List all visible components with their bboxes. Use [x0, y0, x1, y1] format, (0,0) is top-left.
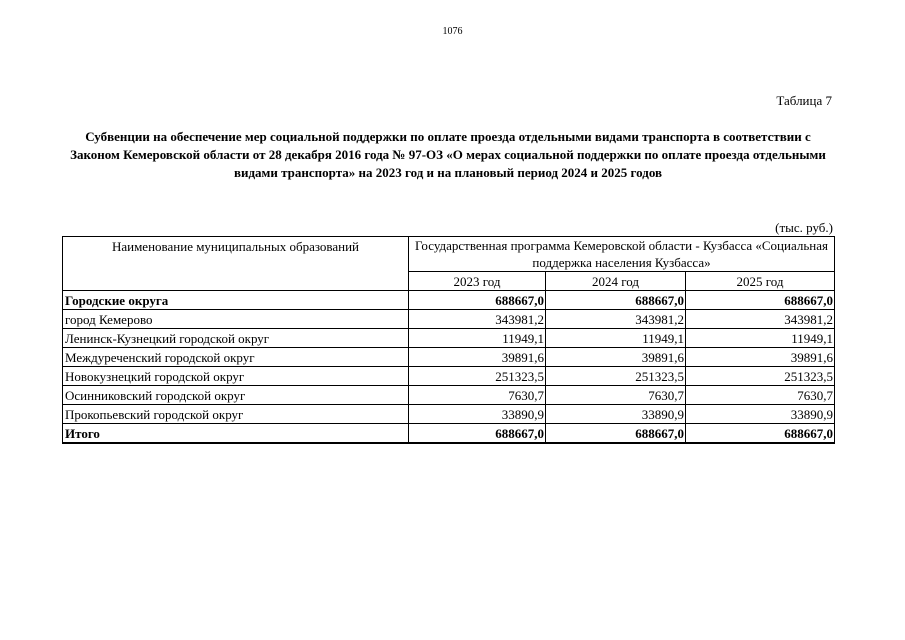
page-number: 1076 [442, 26, 463, 37]
document-title: Субвенции на обеспечение мер социальной поддержки по оплате проезда отдельными видами транспорта в соответствии с Законом Кемеровской области от 28 декабря 2016 года № 97-ОЗ «О мерах социальной поддержки по оплате проезда отдельными видами транспорта» на 2023 год и на плановый период 2024 и 2025 годов [70, 129, 826, 180]
value-2025: 688667,0 [686, 424, 835, 444]
value-2023: 7630,7 [409, 386, 546, 405]
row-name: Ленинск-Кузнецкий городской округ [63, 329, 409, 348]
value-2023: 688667,0 [409, 291, 546, 310]
table-row [63, 386, 835, 405]
row-name: город Кемерово [63, 310, 409, 329]
value-2024: 39891,6 [546, 348, 686, 367]
table-row [63, 405, 835, 424]
value-2024: 688667,0 [546, 424, 686, 444]
column-header-year-2025: 2025 год [686, 272, 835, 291]
value-2025: 11949,1 [686, 329, 835, 348]
row-name: Городские округа [63, 291, 409, 310]
value-2023: 39891,6 [409, 348, 546, 367]
table-row [63, 348, 835, 367]
value-2025: 7630,7 [686, 386, 835, 405]
value-2023: 688667,0 [409, 424, 546, 444]
column-header-program: Государственная программа Кемеровской области - Кузбасса «Социальная поддержка населения Кузбасса» [409, 237, 835, 272]
value-2023: 343981,2 [409, 310, 546, 329]
row-name: Новокузнецкий городской округ [63, 367, 409, 386]
value-2024: 11949,1 [546, 329, 686, 348]
column-header-name: Наименование муниципальных образований [63, 237, 409, 291]
value-2023: 251323,5 [409, 367, 546, 386]
value-2025: 688667,0 [686, 291, 835, 310]
table-row [63, 329, 835, 348]
value-2025: 39891,6 [686, 348, 835, 367]
table-row-total [63, 424, 835, 444]
value-2025: 33890,9 [686, 405, 835, 424]
value-2024: 251323,5 [546, 367, 686, 386]
row-name: Итого [63, 424, 409, 444]
table-row [63, 310, 835, 329]
value-2024: 343981,2 [546, 310, 686, 329]
value-2024: 688667,0 [546, 291, 686, 310]
subsidies-table [62, 236, 835, 444]
value-2025: 343981,2 [686, 310, 835, 329]
value-2025: 251323,5 [686, 367, 835, 386]
table-caption: Таблица 7 [776, 93, 832, 108]
units-label: (тыс. руб.) [775, 220, 833, 235]
value-2024: 33890,9 [546, 405, 686, 424]
table-row [63, 367, 835, 386]
row-name: Осинниковский городской округ [63, 386, 409, 405]
value-2023: 33890,9 [409, 405, 546, 424]
row-name: Междуреченский городской округ [63, 348, 409, 367]
column-header-year-2024: 2024 год [546, 272, 686, 291]
value-2024: 7630,7 [546, 386, 686, 405]
row-name: Прокопьевский городской округ [63, 405, 409, 424]
value-2023: 11949,1 [409, 329, 546, 348]
table-row [63, 291, 835, 310]
column-header-year-2023: 2023 год [409, 272, 546, 291]
